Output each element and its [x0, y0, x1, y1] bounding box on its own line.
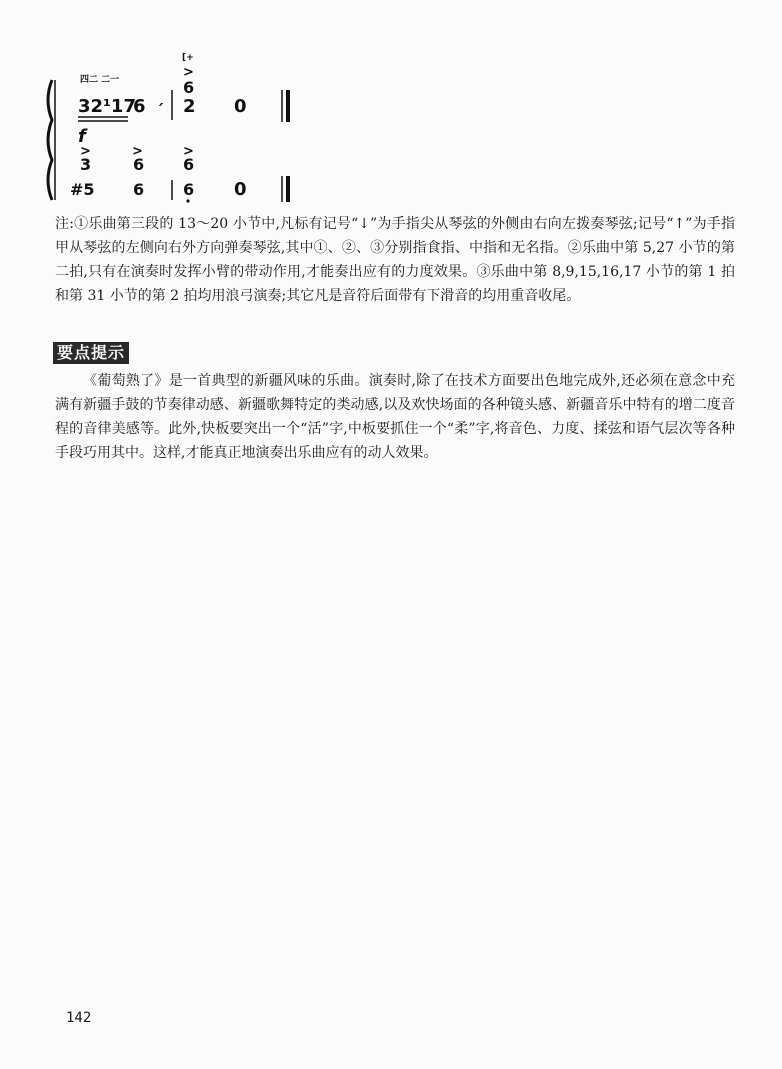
lower-col1-top: 3 [80, 155, 92, 174]
lower-rest: 0 [234, 179, 247, 200]
upper-accent-note: 6 [183, 78, 195, 97]
lower-col3-top: 6 [183, 155, 195, 174]
top-marks: [+ [182, 53, 194, 63]
upper-note-2: 2 [183, 96, 196, 117]
lower-accent-2: > [132, 144, 143, 159]
accent-mark: > [183, 65, 194, 80]
page-number: 142 [66, 1010, 92, 1026]
section-heading: 要点提示 [53, 342, 129, 364]
upper-rest: 0 [234, 96, 247, 117]
dynamic-mark: f [78, 126, 86, 147]
note-paragraph: 注:①乐曲第三段的 13～20 小节中,凡标有记号“↓”为手指尖从琴弦的外侧由右向左拨奏琴弦;记号“↑”为手指甲从琴弦的左侧向右外方向弹奏琴弦,其中①、②、③分别指食指、中指和无名指。②乐曲中第 5,27 小节的第二拍,只有在演奏时发挥小臂的带动作用,才能奏出应有的力度效果。③乐曲中第 8,9,15,16,17 小节的第 1 拍和第 31 小节的第 2 拍均用浪弓演奏;其它凡是音符后面带有下滑音的均用重音收尾。 [55, 216, 735, 304]
lower-dot [186, 199, 189, 202]
lower-col2-bottom: 6 [133, 180, 145, 199]
body-section [55, 369, 735, 465]
annotation-note [55, 212, 735, 308]
lower-accent-1: > [80, 144, 91, 159]
music-score [40, 40, 360, 210]
upper-notes: 32¹17 [78, 96, 136, 117]
lower-col2-top: 6 [133, 155, 145, 174]
lower-col1-bottom: #5 [70, 180, 95, 199]
breath-mark: ˏ [156, 87, 164, 106]
lower-accent-3: > [183, 144, 194, 159]
upper-note-6: 6 [133, 96, 146, 117]
body-paragraph: 《葡萄熟了》是一首典型的新疆风味的乐曲。演奏时,除了在技术方面要出色地完成外,还必须在意念中充满有新疆手鼓的节奏律动感、新疆歌舞特定的类动感,以及欢快场面的各种镜头感、新疆音乐中特有的增二度音程的音律美感等。此外,快板要突出一个“活”字,中板要抓住一个“柔”字,将音色、力度、揉弦和语气层次等各种手段巧用其中。这样,才能真正地演奏出乐曲应有的动人效果。 [55, 373, 735, 461]
lower-col3-bottom: 6 [183, 180, 195, 199]
fingering-mark: 四二 二一 [80, 75, 120, 85]
system-brace [48, 80, 52, 200]
